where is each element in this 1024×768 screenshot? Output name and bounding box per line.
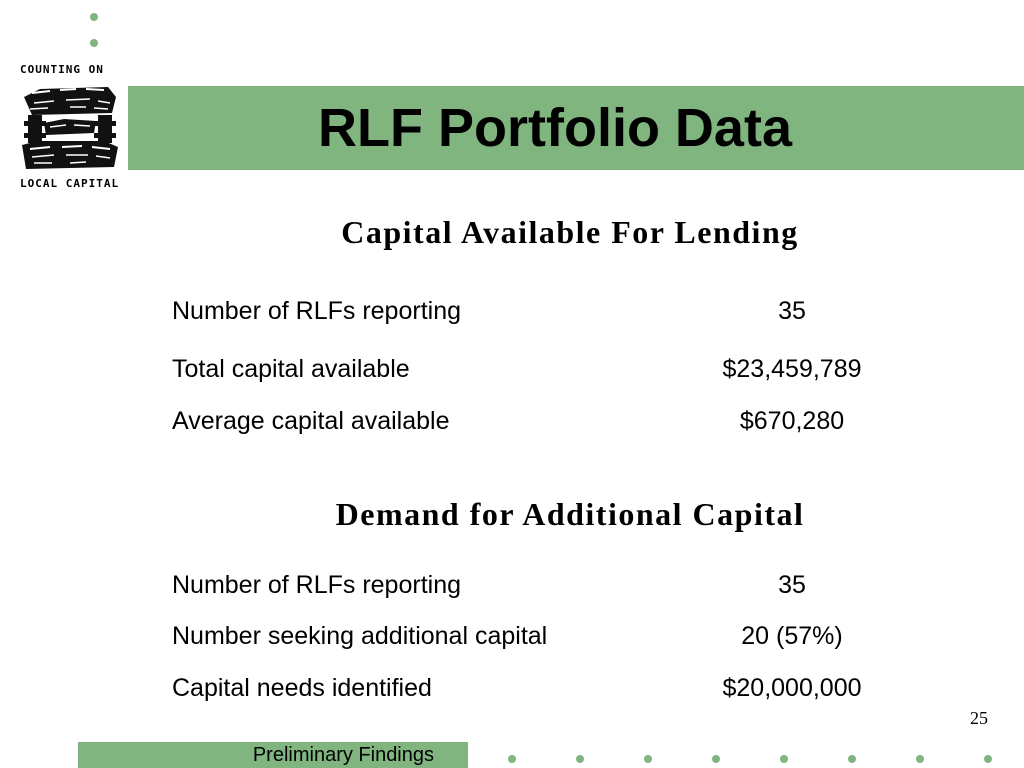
row-value: 20 (57%) bbox=[741, 622, 843, 650]
row-value: $670,280 bbox=[739, 407, 845, 435]
table-row bbox=[172, 674, 892, 710]
row-label: Number of RLFs reporting bbox=[172, 571, 462, 599]
decorative-dot bbox=[90, 39, 98, 47]
section-heading-demand-additional-capital: Demand for Additional Capital bbox=[335, 496, 805, 532]
decorative-dot bbox=[644, 755, 652, 763]
row-label: Average capital available bbox=[172, 407, 450, 435]
decorative-dot bbox=[984, 755, 992, 763]
row-label: Total capital available bbox=[172, 355, 410, 383]
section-heading-capital-available: Capital Available For Lending bbox=[341, 214, 799, 250]
logo-bottom-text: LOCAL CAPITAL bbox=[20, 177, 120, 190]
logo-top-text: COUNTING ON bbox=[20, 63, 104, 76]
page-number: 25 bbox=[970, 708, 988, 728]
decorative-dot bbox=[780, 755, 788, 763]
page-title: RLF Portfolio Data bbox=[318, 98, 792, 158]
decorative-dot bbox=[848, 755, 856, 763]
row-label: Capital needs identified bbox=[172, 674, 432, 702]
decorative-dot bbox=[576, 755, 584, 763]
table-row bbox=[172, 622, 892, 658]
row-value: 35 bbox=[778, 571, 806, 599]
decorative-dot bbox=[916, 755, 924, 763]
decorative-dot bbox=[712, 755, 720, 763]
table-row bbox=[172, 355, 892, 391]
row-value: 35 bbox=[778, 297, 806, 325]
decorative-dot bbox=[508, 755, 516, 763]
footer-label: Preliminary Findings bbox=[252, 744, 434, 766]
decorative-dot bbox=[90, 13, 98, 21]
table-row bbox=[172, 407, 892, 443]
row-value: $23,459,789 bbox=[722, 355, 862, 383]
table-row bbox=[172, 571, 892, 607]
row-label: Number seeking additional capital bbox=[172, 622, 548, 650]
row-label: Number of RLFs reporting bbox=[172, 297, 462, 325]
table-row bbox=[172, 297, 892, 333]
counting-on-local-capital-logo bbox=[20, 63, 120, 191]
logo-emblem-icon bbox=[20, 83, 120, 175]
row-value: $20,000,000 bbox=[722, 674, 862, 702]
